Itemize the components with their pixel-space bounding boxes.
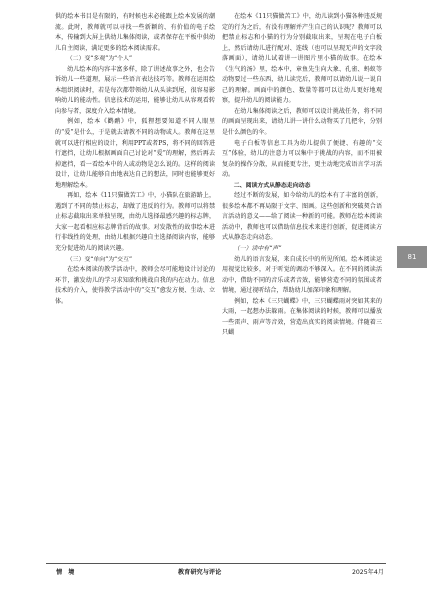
page-number: 81: [407, 253, 417, 261]
paragraph: 再如，绘本《11只猫做苦工》中，小猫队在旅游路上，遇到了不同的禁止标志，却做了违反的行为。教师可以将禁止标志截取出来单独呈现，由幼儿选择最感兴趣的标志牌，大家一起看相应标志牌背后的故事。对发散性的故事绘本进行非线性的处理，由幼儿根据兴趣自主选择阅读内容，能够充分促进幼儿的阅读兴趣。: [55, 192, 215, 253]
paragraph: 在幼儿集体阅读之后，教师可以设计挑战任务，将不同的画面呈现出来，请幼儿讲一讲什么动物买了几把伞，分别是什么颜色的伞。: [222, 107, 382, 137]
paragraph: 电子白板等信息工具为幼儿提供了便捷、有趣的“交互”体验，幼儿的注意力可以集中于挑战的内容，而不用被复杂的操作分散，从而能更专注，更主动地完成语言学习活动。: [222, 139, 382, 179]
paragraph: 经过不断的发展，如今给幼儿的绘本有了丰富的创新，很多绘本都不再局限于文字、图画。这些创新和突破契合语言活动的意义——给了阅读一种新的可能。教师在绘本阅读活动中，教师也可以借助信息技术来进行创新，促进阅读方式从静态走向动态。: [222, 192, 382, 242]
page-number-tab: [397, 246, 427, 268]
left-text-column: [55, 12, 215, 307]
footer-section-label: 情境: [56, 569, 81, 576]
paragraph: 例如，绘本《鹳鹬》中，狐狸想要知道不同人眼里的“爱”是什么，于是就去请教不同的动物或人。教师在这里就可以进行相应的设计，利用PPT或者PS，将不同的回答进行遮挡，让幼儿根据画面自己讨论对“爱”的理解，然后再去掉遮挡，看一看绘本中的人或动物是怎么说的。这样的阅读设计，让幼儿能够自由地表达自己的想法，同时也能够更好地理解绘本。: [55, 118, 215, 189]
section-heading: （二）变“多观”为“个人”: [66, 56, 133, 63]
section-heading: （三）变“单向”为“交互”: [66, 256, 133, 263]
footer-issue-date: 2025年4月: [351, 569, 384, 576]
section-heading: 二、阅读方式从静态走向动态: [233, 182, 311, 189]
page-footer: [46, 563, 386, 578]
paragraph: 例如，绘本《三只蝴蝶》中，三只蝴蝶雨对突如其来的大雨，一起想办法躲雨。在集体阅读的时候，教师可以播放一些雷声、雨声等音效，营造出真实的阅读情境。伴随着三只蝴: [222, 297, 382, 337]
footer-journal-name: 教育研究与评论: [178, 569, 222, 576]
paragraph: 幼儿绘本的内容丰富多样，除了讲述故事之外，也会告诉幼儿一些道理，展示一些语言表达技巧等。教师在运用绘本组织阅读时，若是每次都带领幼儿从头读到尾，很容易影响幼儿的能动性。信息技术的运用，能够让幼儿从容观看转向参与者，深度介入绘本情境。: [55, 65, 215, 115]
paragraph: 幼儿的语言发展，来自成长中的所见所闻。绘本阅读运用视觉比较多，对于听觉的调动不够深入。在不同的阅读活动中，借助不同的音乐或者音效，能够营造不同的氛围或者情境，通过视听结合，帮助幼儿加深印象和理解。: [222, 255, 382, 295]
paragraph: 供的绘本书目是有限的，有时候也未必能跟上绘本发展的潮流。此时，教师就可以寻找一些新颖的、有价值的电子绘本，传输到大屏上供幼儿集体阅读，或者保存在平板中供幼儿自主阅读，满足更多的绘本阅读需求。: [55, 13, 215, 52]
right-text-column: [222, 12, 382, 339]
paragraph: 在绘本《11只猫做苦工》中，幼儿读到小猫各种违反规定的行为之后，有没有理解并产生自己的认识呢？教师可以把禁止标志和小猫的行为分别截取出来，呈现在电子白板上，然后请幼儿进行配对、连线（也可以呈现无声的文字段落画面），请幼儿试着讲一讲图片里小猫的故事。在绘本《生气的汤》里，绘本中，章鱼先生向大象、孔雀、蚂蚁等动物要过一些东西，幼儿读完后，教师可以请幼儿说一说自己的理解。画面中的颜色、数量等都可以让幼儿更好地观察，提升幼儿的阅读能力。: [222, 13, 382, 105]
paragraph: 在绘本阅读的教学活动中，教师会尽可能地设计讨论的环节，激发幼儿的学习求知欲和挑战自我的内在动力。信息技术的介入，使得教学活动中的“交互”愈发方便、生动、立体。: [55, 266, 215, 305]
section-heading: （一）读中有“声”: [233, 246, 282, 253]
